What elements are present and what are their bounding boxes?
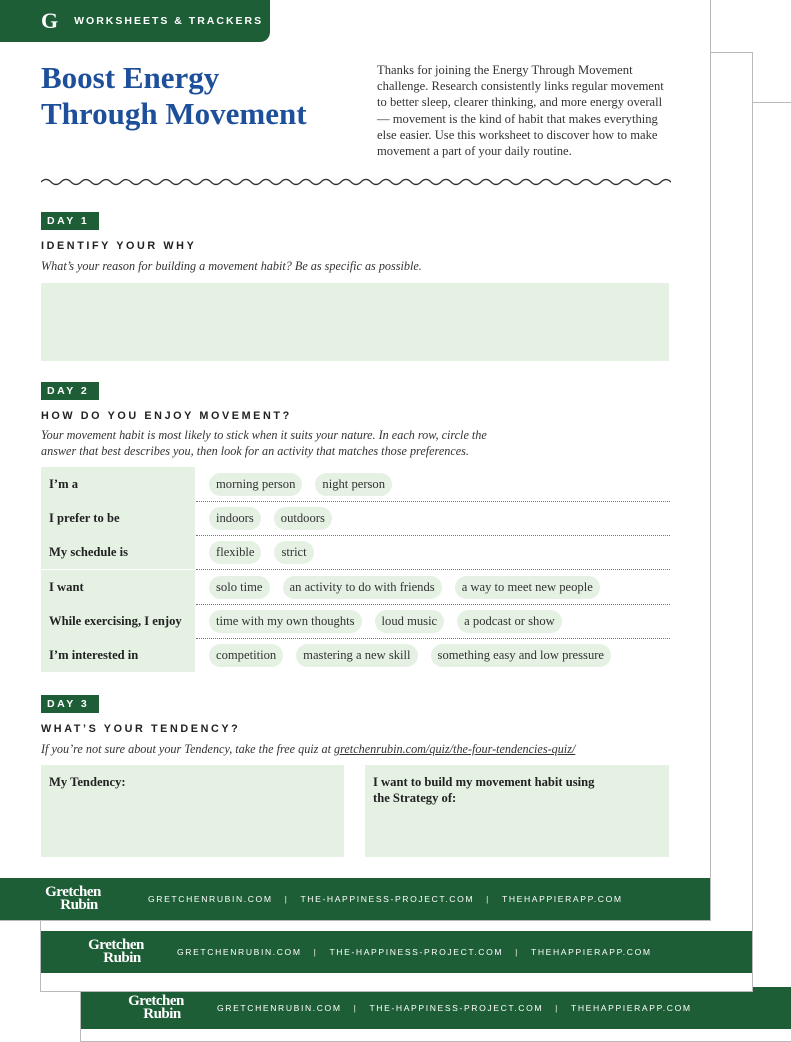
option-pill[interactable]: a podcast or show [457,610,562,633]
day1-badge: DAY 1 [41,212,99,230]
preference-row [41,535,671,569]
preference-row [41,604,671,638]
footer-link[interactable]: GRETCHENRUBIN.COM [177,947,302,957]
strategy-box[interactable] [365,765,669,857]
quiz-link[interactable]: gretchenrubin.com/quiz/the-four-tendencies-quiz/ [334,742,576,756]
row-label: My schedule is [41,535,195,569]
option-pill[interactable]: strict [274,541,313,564]
day1-heading: IDENTIFY YOUR WHY [41,240,197,252]
day2-prompt: Your movement habit is most likely to stick when it suits your nature. In each row, circle the answer that best describes you, then look for an activity that matches those preferences. [41,428,487,458]
footer-link[interactable]: THEHAPPIERAPP.COM [531,947,652,957]
day1-answer-box[interactable] [41,283,669,361]
footer-links: GRETCHENRUBIN.COM | THE-HAPPINESS-PROJECT.COM | THEHAPPIERAPP.COM [177,947,652,957]
page-title: Boost Energy Through Movement [41,60,307,131]
footer-logo: Gretchen Rubin [88,937,144,966]
footer-link[interactable]: THE-HAPPINESS-PROJECT.COM [329,947,504,957]
preference-row [41,638,671,672]
wave-divider [41,176,671,188]
category-label: WORKSHEETS & TRACKERS [74,15,264,27]
footer-link[interactable]: THEHAPPIERAPP.COM [571,1003,692,1013]
preference-row [41,501,671,535]
footer-link[interactable]: GRETCHENRUBIN.COM [148,894,273,904]
option-pill[interactable]: loud music [375,610,445,633]
footer-logo: Gretchen Rubin [45,884,101,913]
option-pill[interactable]: competition [209,644,283,667]
option-pill[interactable]: outdoors [274,507,332,530]
intro-text: Thanks for joining the Energy Through Movement challenge. Research consistently links regular movement to better sleep, clearer thinking, and more energy overall — movement is the kind of habit that makes everything else easier. Use this worksheet to discover how to make movement a part of your daily routine. [377,63,664,159]
option-pill[interactable]: solo time [209,576,270,599]
footer-links: GRETCHENRUBIN.COM | THE-HAPPINESS-PROJECT.COM | THEHAPPIERAPP.COM [148,894,623,904]
back-sheet-2-footer [81,987,791,1029]
footer-logo: Gretchen Rubin [128,993,184,1022]
page-footer [0,878,710,920]
tendency-label: My Tendency: [49,775,126,789]
row-label: I prefer to be [41,501,195,535]
footer-link[interactable]: THE-HAPPINESS-PROJECT.COM [300,894,475,904]
preference-row [41,467,671,501]
option-pill[interactable]: morning person [209,473,302,496]
footer-link[interactable]: THE-HAPPINESS-PROJECT.COM [369,1003,544,1013]
option-pill[interactable]: mastering a new skill [296,644,417,667]
strategy-label: I want to build my movement habit using the Strategy of: [373,775,595,805]
row-label: I’m a [41,467,195,501]
footer-link[interactable]: THEHAPPIERAPP.COM [502,894,623,904]
category-tab [0,0,270,42]
day3-heading: WHAT’S YOUR TENDENCY? [41,723,241,735]
tendency-box[interactable] [41,765,344,857]
row-label: I want [41,570,195,604]
option-pill[interactable]: night person [315,473,392,496]
option-pill[interactable]: flexible [209,541,261,564]
option-pill[interactable]: a way to meet new people [455,576,600,599]
back-sheet-1-footer [41,931,752,973]
footer-link[interactable]: GRETCHENRUBIN.COM [217,1003,342,1013]
row-label: While exercising, I enjoy [41,604,195,638]
option-pill[interactable]: time with my own thoughts [209,610,362,633]
row-label: I’m interested in [41,638,195,672]
day3-prompt: If you’re not sure about your Tendency, take the free quiz at gretchenrubin.com/quiz/the-four-tendencies-quiz/ [41,742,576,756]
day2-badge: DAY 2 [41,382,99,400]
g-logo-icon: G [41,8,59,33]
option-pill[interactable]: indoors [209,507,261,530]
day1-prompt: What’s your reason for building a movement habit? Be as specific as possible. [41,259,422,273]
day3-badge: DAY 3 [41,695,99,713]
preference-row [41,570,671,604]
option-pill[interactable]: an activity to do with friends [283,576,442,599]
footer-links: GRETCHENRUBIN.COM | THE-HAPPINESS-PROJECT.COM | THEHAPPIERAPP.COM [217,1003,692,1013]
option-pill[interactable]: something easy and low pressure [431,644,611,667]
day2-heading: HOW DO YOU ENJOY MOVEMENT? [41,410,292,422]
